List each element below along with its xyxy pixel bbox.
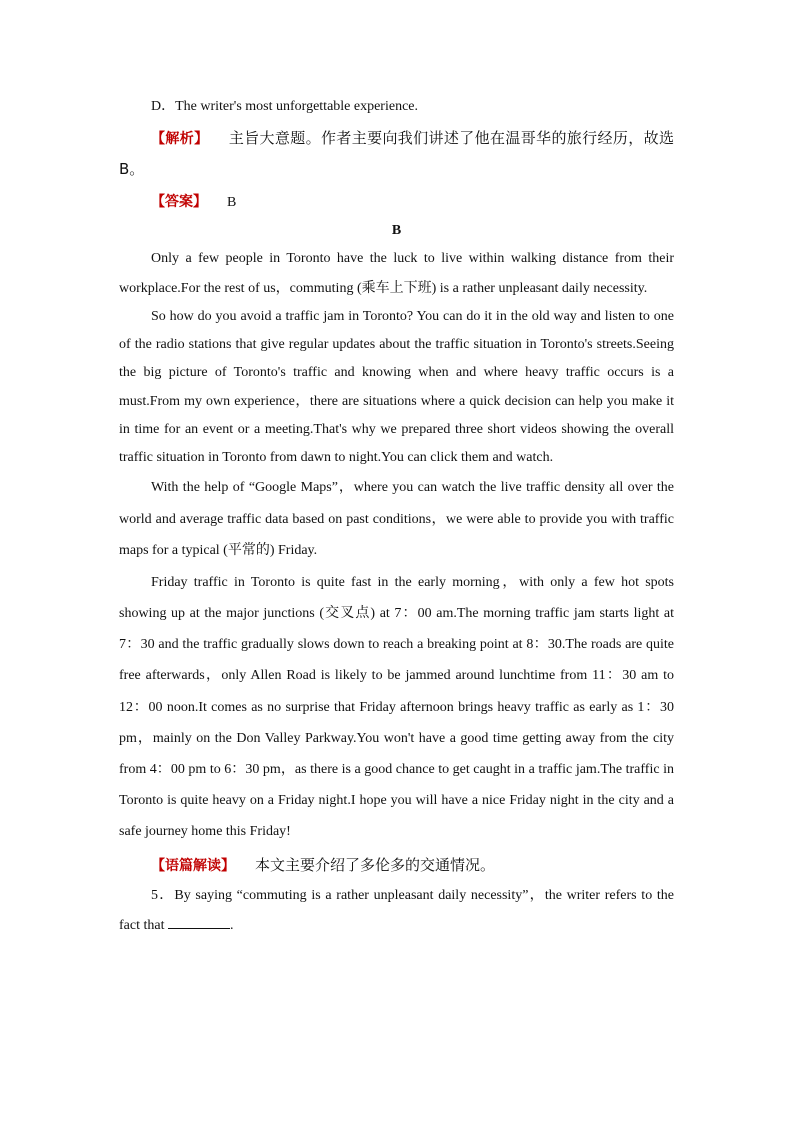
- summary-text: 本文主要介绍了多伦多的交通情况。: [255, 855, 496, 874]
- answer-label: 【答案】: [151, 194, 207, 210]
- passage-summary: [119, 850, 674, 881]
- analysis-label: 【解析】: [151, 131, 209, 147]
- analysis-text: 主旨大意题。作者主要向我们讲述了他在温哥华的旅行经历，故选B。: [119, 129, 674, 178]
- option-d: D．The writer's most unforgettable experience.: [151, 99, 419, 114]
- passage-paragraph-1: Only a few people in Toronto have the luck to live within walking distance from their workplace.For the rest of us，commuting (乘车上下班) is a rather unpleasant daily necessity.: [119, 251, 674, 296]
- summary-label: 【语篇解读】: [151, 857, 235, 874]
- question-5-text: 5．By saying “commuting is a rather unpleasant daily necessity”，the writer refers to the fact that: [119, 887, 674, 933]
- document-page: [119, 92, 674, 941]
- passage-paragraph-4: Friday traffic in Toronto is quite fast in the early morning，with only a few hot spots showing up at the major junctions (交叉点) at 7：00 am.The morning traffic jam starts light at 7：30 and the traffic gradually slows down to reach a breaking point at 8：30.The roads are quite free afterwards，only Allen Road is likely to be jammed around lunchtime from 11：30 am to 12：00 noon.It comes as no surprise that Friday afternoon brings heavy traffic as early as 1：30 pm，mainly on the Don Valley Parkway.You won't have a good time getting away from the city from 4：00 pm to 6：30 pm，as there is a good chance to get caught in a traffic jam.The traffic in Toronto is quite heavy on a Friday night.I hope you will have a nice Friday night in the city and a safe journey home this Friday!: [119, 574, 674, 840]
- answer-paragraph: [119, 188, 674, 217]
- passage-paragraph-2: So how do you avoid a traffic jam in Toronto? You can do it in the old way and listen to one of the radio stations that give regular updates about the traffic situation in Toronto's streets.Seeing the big picture of Toronto's traffic and knowing when and where heavy traffic occurs is a must.From my own experience，there are situations where a quick decision can help you make it in time for an event or a meeting.That's why we prepared three short videos showing the overall traffic situation in Toronto from dawn to night.You can click them and watch.: [119, 309, 674, 466]
- passage-title: B: [391, 223, 402, 238]
- analysis-paragraph: [119, 123, 674, 185]
- answer-blank: [168, 916, 230, 929]
- passage-paragraph-3: With the help of “Google Maps”，where you can watch the live traffic density all over the world and average traffic data based on past conditions，we were able to provide you with traffic maps for a typical (平常的) Friday.: [119, 480, 674, 559]
- question-5: [119, 881, 674, 941]
- answer-text: B: [227, 195, 237, 210]
- question-5-end: .: [229, 917, 234, 933]
